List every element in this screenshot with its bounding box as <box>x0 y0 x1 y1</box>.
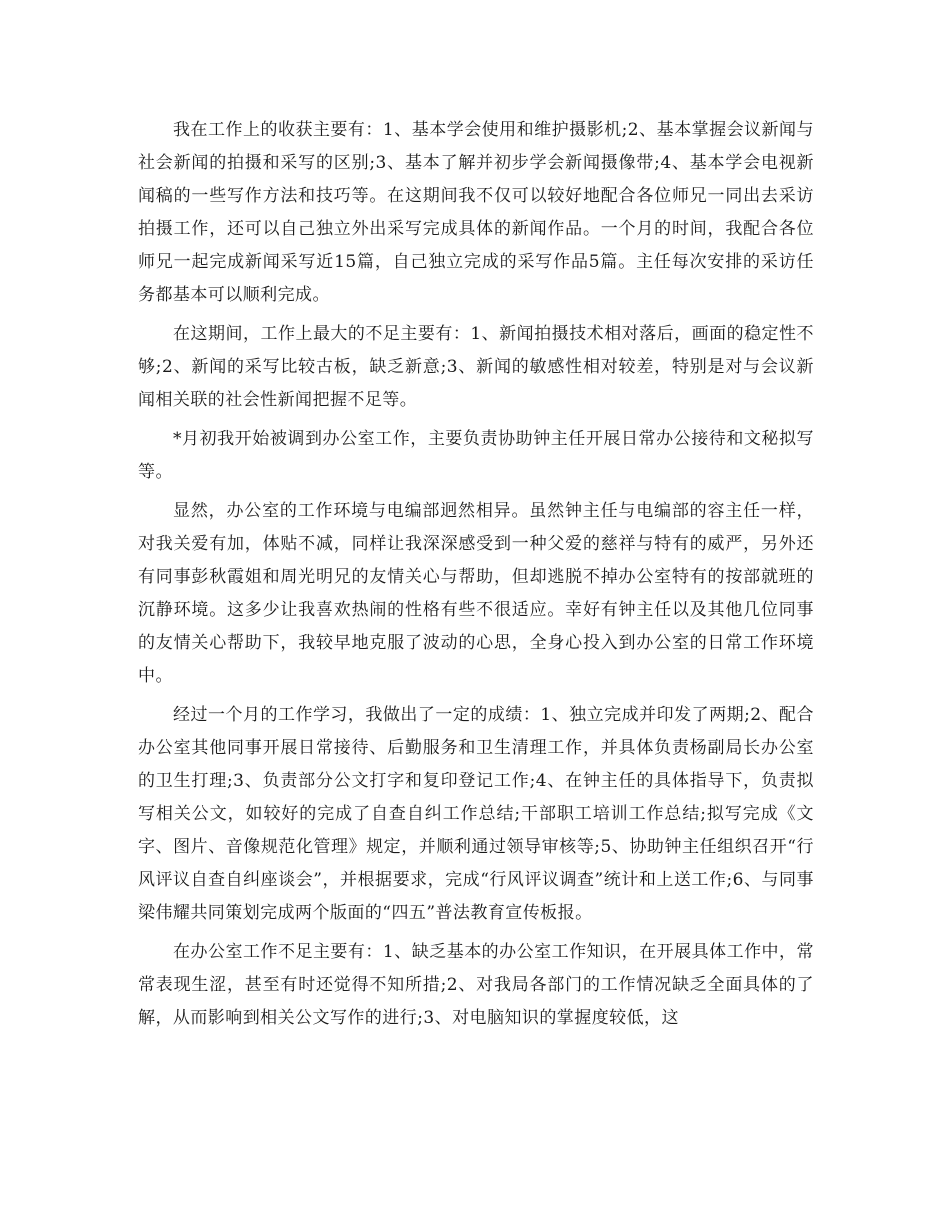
document-body <box>138 114 814 1041</box>
paragraph-office-environment: 显然，办公室的工作环境与电编部迥然相异。虽然钟主任与电编部的容主任一样，对我关爱有加，体贴不减，同样让我深深感受到一种父爱的慈祥与特有的威严，另外还有同事彭秋霞姐和周光明兄的友情关心与帮助，但却逃脱不掉办公室特有的按部就班的沉静环境。这多少让我喜欢热闹的性格有些不很适应。幸好有钟主任以及其他几位同事的友情关心帮助下，我较早地克服了波动的心思，全身心投入到办公室的日常工作环境中。 <box>138 501 814 686</box>
paragraph-office-shortcomings: 在办公室工作不足主要有：1、缺乏基本的办公室工作知识，在开展具体工作中，常常表现生涩，甚至有时还觉得不知所措;2、对我局各部门的工作情况缺乏全面具体的了解，从而影响到相关公文写作的进行;3、对电脑知识的掌握度较低，这 <box>138 942 814 1028</box>
paragraph-office-transfer: *月初我开始被调到办公室工作，主要负责协助钟主任开展日常办公接待和文秘拟写等。 <box>138 429 814 482</box>
paragraph-office-achievements: 经过一个月的工作学习，我做出了一定的成绩：1、独立完成并印发了两期;2、配合办公室其他同事开展日常接待、后勤服务和卫生清理工作，并具体负责杨副局长办公室的卫生打理;3、负责部分公文打字和复印登记工作;4、在钟主任的具体指导下，负责拟写相关公文，如较好的完成了自查自纠工作总结;干部职工培训工作总结;拟写完成《文字、图片、音像规范化管理》规定，并顺利通过领导审核等;5、协助钟主任组织召开“行风评议自查自纠座谈会”，并根据要求，完成“行风评议调查”统计和上送工作;6、与同事梁伟耀共同策划完成两个版面的“四五”普法教育宣传板报。 <box>138 705 814 923</box>
paragraph-work-gains: 我在工作上的收获主要有：1、基本学会使用和维护摄影机;2、基本掌握会议新闻与社会新闻的拍摄和采写的区别;3、基本了解并初步学会新闻摄像带;4、基本学会电视新闻稿的一些写作方法和技巧等。在这期间我不仅可以较好地配合各位师兄一同出去采访拍摄工作，还可以自己独立外出采写完成具体的新闻作品。一个月的时间，我配合各位师兄一起完成新闻采写近15篇，自己独立完成的采写作品5篇。主任每次安排的采访任务都基本可以顺利完成。 <box>138 120 814 305</box>
paragraph-work-shortcomings: 在这期间，工作上最大的不足主要有：1、新闻拍摄技术相对落后，画面的稳定性不够;2、新闻的采写比较古板，缺乏新意;3、新闻的敏感性相对较差，特别是对与会议新闻相关联的社会性新闻把握不足等。 <box>138 324 814 410</box>
